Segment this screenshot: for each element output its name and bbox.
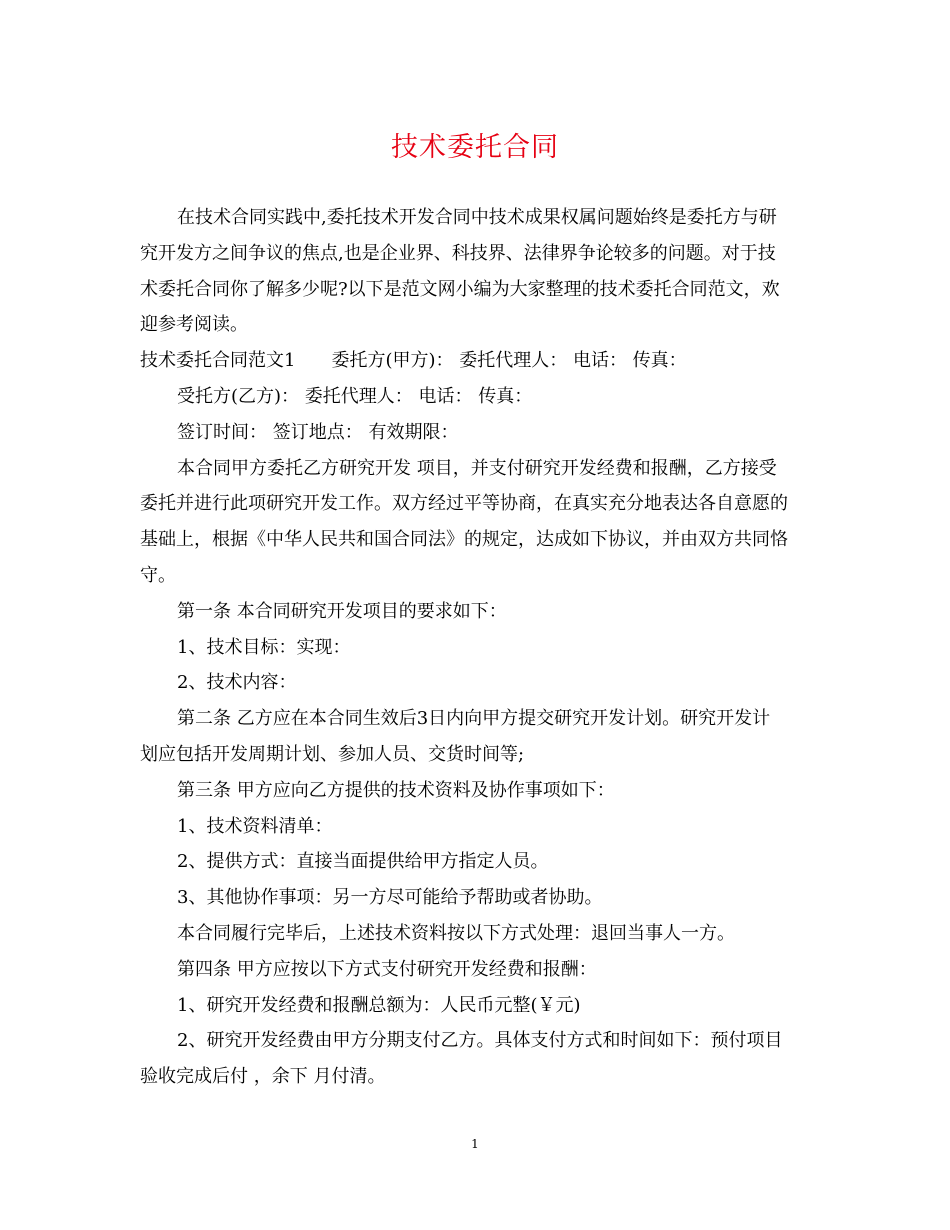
paragraph-line: 第一条 本合同研究开发项目的要求如下： bbox=[177, 600, 507, 622]
paragraph-line: 基础上，根据《中华人民共和国合同法》的规定，达成如下协议，并由双方共同恪 bbox=[140, 529, 788, 551]
document-title: 技术委托合同 bbox=[391, 132, 559, 163]
paragraph-line: 本合同履行完毕后，上述技术资料按以下方式处理：退回当事人一方。 bbox=[177, 922, 735, 944]
paragraph-line: 受托方(乙方)： 委托代理人： 电话： 传真： bbox=[177, 385, 533, 407]
paragraph-line: 1、技术资料清单： bbox=[177, 815, 333, 837]
page-number: 1 bbox=[471, 1137, 479, 1151]
paragraph-line: 1、技术目标：实现： bbox=[177, 636, 351, 658]
paragraph-line: 2、提供方式：直接当面提供给甲方指定人员。 bbox=[177, 851, 549, 873]
paragraph-line: 3、其他协作事项：另一方尽可能给予帮助或者协助。 bbox=[177, 887, 603, 909]
paragraph-line: 第三条 甲方应向乙方提供的技术资料及协作事项如下： bbox=[177, 779, 615, 801]
paragraph-line: 签订时间： 签订地点： 有效期限： bbox=[177, 421, 459, 443]
paragraph-line: 技术委托合同范文1 委托方(甲方)： 委托代理人： 电话： 传真： bbox=[140, 350, 687, 372]
paragraph-line: 委托并进行此项研究开发工作。双方经过平等协商，在真实充分地表达各自意愿的 bbox=[140, 493, 788, 515]
paragraph-line: 2、技术内容： bbox=[177, 672, 297, 694]
document-body bbox=[140, 200, 815, 1095]
paragraph-line: 第四条 甲方应按以下方式支付研究开发经费和报酬： bbox=[177, 958, 597, 980]
paragraph-line: 究开发方之间争议的焦点,也是企业界、科技界、法律界争论较多的问题。对于技 bbox=[140, 242, 776, 264]
paragraph-line: 划应包括开发周期计划、参加人员、交货时间等; bbox=[140, 743, 525, 765]
paragraph-line: 第二条 乙方应在本合同生效后3日内向甲方提交研究开发计划。研究开发计 bbox=[177, 708, 771, 730]
paragraph-line: 1、研究开发经费和报酬总额为：人民币元整(￥元) bbox=[177, 994, 581, 1016]
paragraph-line: 守。 bbox=[140, 564, 176, 586]
paragraph-line: 迎参考阅读。 bbox=[140, 314, 248, 336]
paragraph-line: 术委托合同你了解多少呢?以下是范文网小编为大家整理的技术委托合同范文，欢 bbox=[140, 278, 780, 300]
paragraph-line: 在技术合同实践中,委托技术开发合同中技术成果权属问题始终是委托方与研 bbox=[177, 207, 777, 228]
paragraph-line: 验收完成后付 ，余下 月付清。 bbox=[140, 1066, 386, 1088]
paragraph-line: 本合同甲方委托乙方研究开发 项目，并支付研究开发经费和报酬，乙方接受 bbox=[177, 457, 777, 479]
paragraph-line: 2、研究开发经费由甲方分期支付乙方。具体支付方式和时间如下：预付项目 bbox=[177, 1030, 783, 1052]
